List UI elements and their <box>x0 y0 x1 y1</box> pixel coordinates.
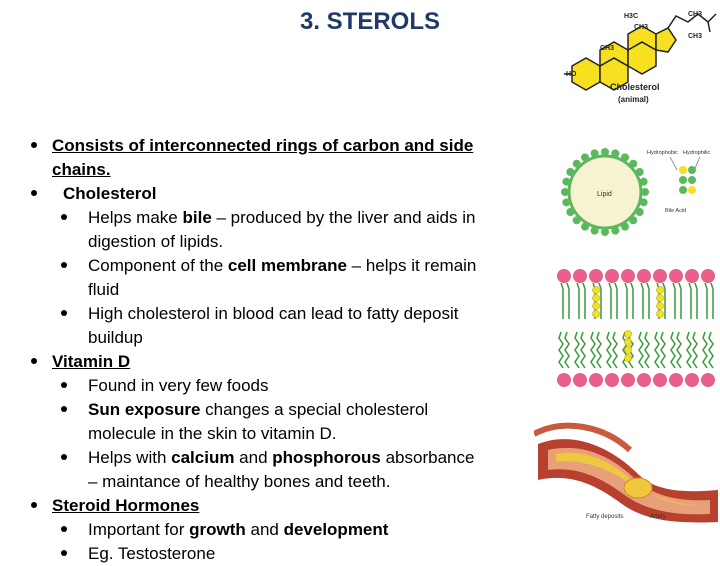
lipid-head <box>637 269 651 283</box>
lipid-tail <box>695 283 697 319</box>
sub-bullet-dot <box>61 262 67 268</box>
sub-bullet-dot <box>61 214 67 220</box>
micelle-head-dot <box>566 168 574 176</box>
cholesterol-sub: (animal) <box>618 95 649 104</box>
bullet-text: Cholesterol <box>63 184 157 203</box>
membrane-cholesterol <box>657 287 664 294</box>
sub-bullet-text: Helps with calcium and phosphorous absorbance <box>88 448 475 467</box>
lipid-tail <box>693 332 697 368</box>
ch3-ring-label: CH3 <box>600 45 615 52</box>
lipid-tail <box>689 283 691 319</box>
sub-bullet-dot <box>61 382 67 388</box>
micelle-head-dot <box>611 227 619 235</box>
lipid-tail <box>615 283 617 319</box>
lipid-label: Lipid <box>597 191 612 198</box>
membrane-cholesterol <box>593 295 600 302</box>
lipid-tail <box>709 332 713 368</box>
micelle-head-dot <box>641 188 649 196</box>
micelle-figure <box>555 140 720 240</box>
bullet-dot <box>31 502 37 508</box>
lipid-head <box>701 373 715 387</box>
micelle-head-dot <box>629 160 637 168</box>
lipid-head <box>653 373 667 387</box>
micelle-head-dot <box>566 208 574 216</box>
lipid-head <box>653 269 667 283</box>
lipid-tail <box>575 332 579 368</box>
lipid-tail <box>577 283 579 319</box>
lipid-tail <box>647 283 649 319</box>
sub-bullet-dot <box>61 550 67 556</box>
lipid-head <box>669 373 683 387</box>
micelle-head-dot <box>591 149 599 157</box>
bullet-text: Steroid Hormones <box>52 496 200 515</box>
lipid-tail <box>581 332 585 368</box>
bullet-dot <box>31 190 37 196</box>
lipid-tail <box>671 332 675 368</box>
lipid-tail <box>703 332 707 368</box>
sub-bullet-text: digestion of lipids. <box>88 232 224 251</box>
sub-bullet-text: molecule in the skin to vitamin D. <box>88 424 337 443</box>
bullet-text: chains. <box>52 160 111 179</box>
sub-bullet-text: fluid <box>88 280 120 299</box>
bullet-dot <box>31 358 37 364</box>
micelle-head-dot <box>629 216 637 224</box>
micelle-head-dot <box>621 223 629 231</box>
lipid-tail <box>645 332 649 368</box>
lipid-tail <box>655 332 659 368</box>
hydrophilic-label: Hydrophilic <box>683 150 711 156</box>
membrane-cholesterol <box>657 311 664 318</box>
fatty-deposits-label: Fatty deposits <box>586 514 624 520</box>
lipid-head <box>589 373 603 387</box>
lipid-tail <box>559 332 563 368</box>
lipid-tail <box>565 332 569 368</box>
bullet-dot <box>31 142 37 148</box>
bullet-text: Vitamin D <box>52 352 131 371</box>
lipid-head <box>621 373 635 387</box>
lipid-head <box>573 269 587 283</box>
membrane-cholesterol <box>625 355 632 362</box>
sub-bullet-dot <box>61 406 67 412</box>
ch3-right-label: CH3 <box>688 33 703 40</box>
lipid-tail <box>567 283 569 319</box>
micelle-head-dot <box>601 148 609 156</box>
sub-bullet-text: Component of the cell membrane – helps it remain <box>88 256 477 275</box>
bile-acid-label: Bile Acid <box>665 208 687 214</box>
lipid-tail <box>687 332 691 368</box>
sub-bullet-dot <box>61 454 67 460</box>
lipid-tail <box>705 283 707 319</box>
sub-bullet-text: Sun exposure changes a special cholesterol <box>88 400 429 419</box>
lipid-head <box>685 269 699 283</box>
lipid-head <box>557 373 571 387</box>
sub-bullet-dot <box>61 310 67 316</box>
cholesterol-structure-figure <box>560 4 720 112</box>
lipid-head <box>701 269 715 283</box>
micelle-head-dot <box>591 227 599 235</box>
sub-bullet-text: Found in very few foods <box>88 376 269 395</box>
lipid-tail <box>631 283 633 319</box>
micelle-head-dot <box>636 208 644 216</box>
lipid-tail <box>591 332 595 368</box>
slide-title: 3. STEROLS <box>299 8 441 35</box>
lipid-tail <box>583 283 585 319</box>
cholesterol-name: Cholesterol <box>610 82 660 92</box>
sub-bullet-text: Eg. Testosterone <box>88 544 216 563</box>
lipid-tail <box>677 332 681 368</box>
lipid-tail <box>607 332 611 368</box>
micelle-head-dot <box>573 216 581 224</box>
lipid-head <box>557 269 571 283</box>
micelle-head-dot <box>573 160 581 168</box>
lipid-tail <box>613 332 617 368</box>
micelle-head-dot <box>581 153 589 161</box>
lipid-tail <box>711 283 713 319</box>
sub-bullet-text: buildup <box>88 328 143 347</box>
sub-bullet-text: High cholesterol in blood can lead to fatty deposit <box>88 304 459 323</box>
sub-bullet-text: – maintance of healthy bones and teeth. <box>88 472 391 491</box>
lipid-tail <box>561 283 563 319</box>
h3c-label: H3C <box>624 13 639 20</box>
lipid-head <box>573 373 587 387</box>
bullet-text: Consists of interconnected rings of carbon and side <box>52 136 474 155</box>
lipid-head <box>605 373 619 387</box>
membrane-cholesterol <box>625 347 632 354</box>
lipid-head <box>637 373 651 387</box>
lipid-tail <box>609 283 611 319</box>
micelle-head-dot <box>562 198 570 206</box>
lipid-head <box>669 269 683 283</box>
micelle-head-dot <box>561 188 569 196</box>
membrane-cholesterol <box>593 311 600 318</box>
membrane-cholesterol <box>593 303 600 310</box>
sub-bullet-dot <box>61 526 67 532</box>
sub-bullet-text: Helps make bile – produced by the liver and aids in <box>88 208 476 227</box>
micelle-head-dot <box>581 223 589 231</box>
sub-bullet-text: Important for growth and development <box>88 520 389 539</box>
ch3-top-label: CH3 <box>688 11 703 18</box>
micelle-head-dot <box>562 178 570 186</box>
ho-label: HO <box>566 71 577 78</box>
artery-plaque-figure <box>534 410 720 525</box>
cell-membrane-figure <box>556 266 720 390</box>
micelle-head-dot <box>640 178 648 186</box>
membrane-cholesterol <box>593 287 600 294</box>
artery-label: Artery <box>650 514 667 520</box>
lipid-tail <box>661 332 665 368</box>
lipid-head <box>685 373 699 387</box>
membrane-cholesterol <box>657 295 664 302</box>
micelle-head-dot <box>611 149 619 157</box>
lipid-head <box>589 269 603 283</box>
lipid-tail <box>641 283 643 319</box>
membrane-cholesterol <box>625 331 632 338</box>
micelle-head-dot <box>621 153 629 161</box>
lipid-tail <box>679 283 681 319</box>
lipid-tail <box>639 332 643 368</box>
micelle-head-dot <box>640 198 648 206</box>
hydrophobic-label: Hydrophobic <box>647 150 678 156</box>
membrane-cholesterol <box>657 303 664 310</box>
lipid-tail <box>625 283 627 319</box>
micelle-head-dot <box>601 228 609 236</box>
micelle-head-dot <box>636 168 644 176</box>
lipid-head <box>621 269 635 283</box>
lipid-head <box>605 269 619 283</box>
lipid-tail <box>673 283 675 319</box>
membrane-cholesterol <box>625 339 632 346</box>
lipid-tail <box>597 332 601 368</box>
ch3-label: CH3 <box>634 24 649 31</box>
